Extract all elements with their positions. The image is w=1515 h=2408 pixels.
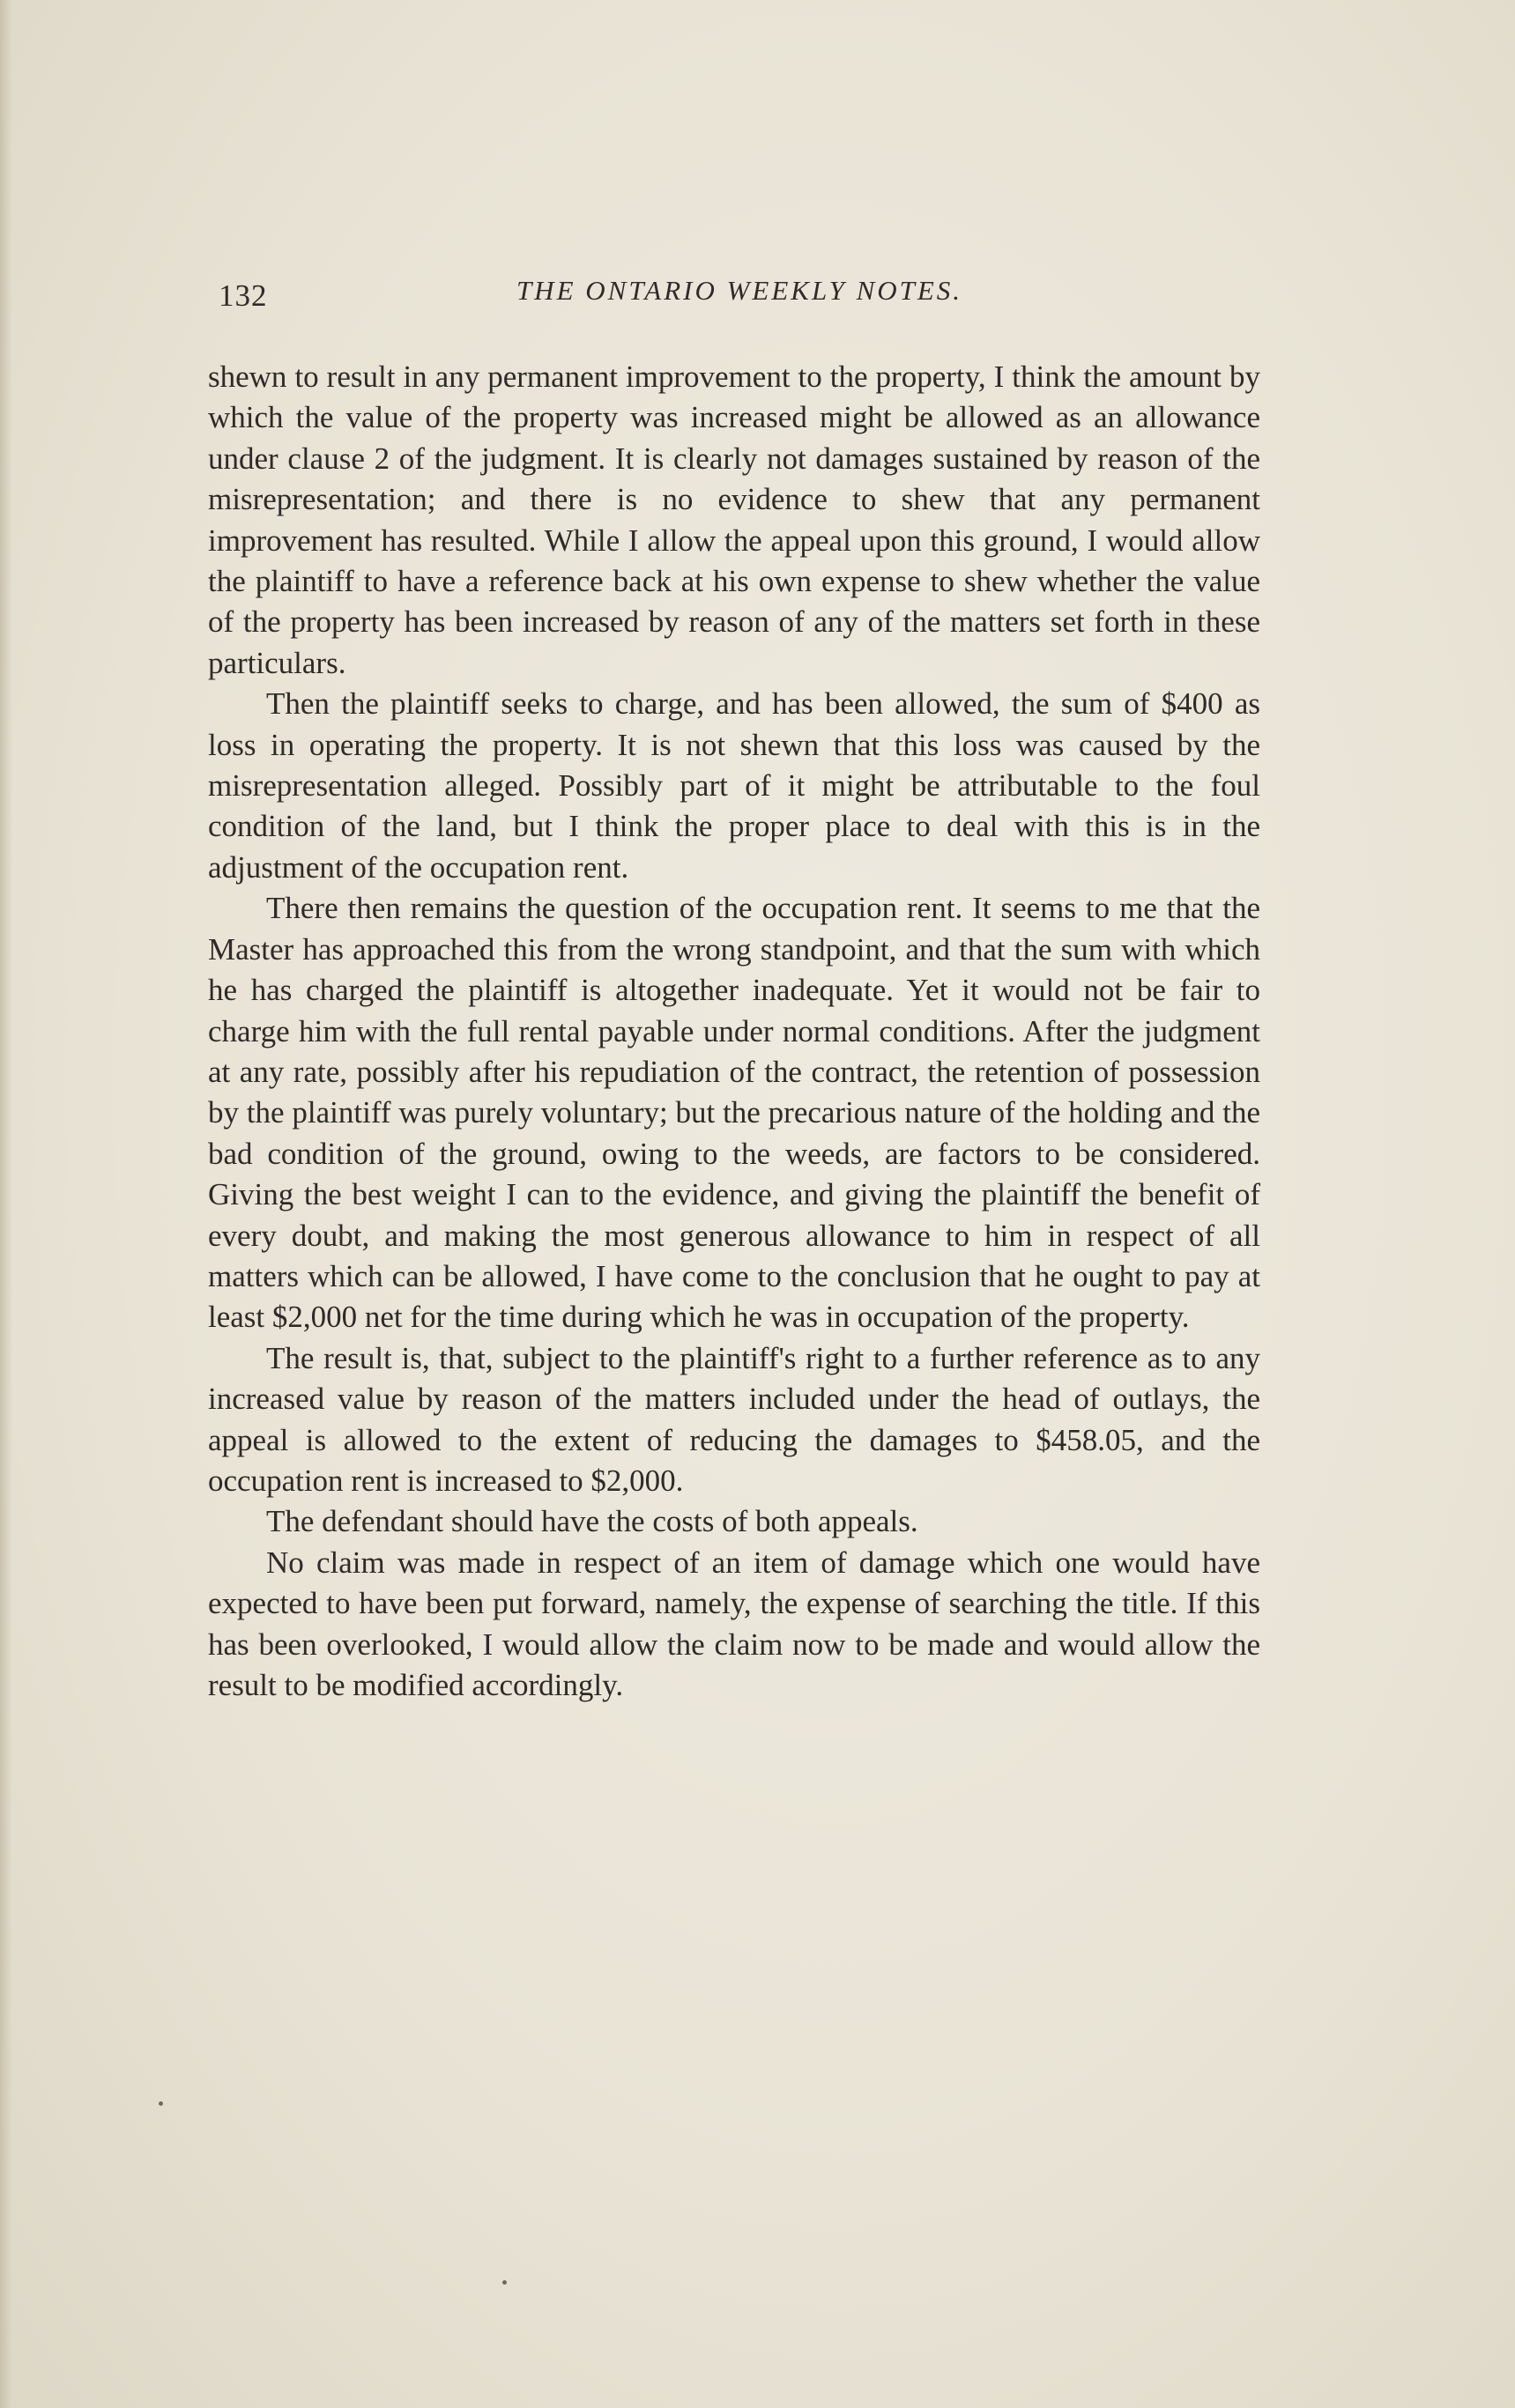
paragraph-operating-loss: Then the plaintiff seeks to charge, and has been allowed, the sum of $400 as loss in operating the property. It is not shewn that this loss was caused by the misrepresentation alleged. Possibly part of it might be attributable to the foul condition of the land, but I think the proper place to deal with this is in the adjustment of the occupation rent. <box>208 686 1260 885</box>
paragraph-occupation-rent: There then remains the question of the occupation rent. It seems to me that the Master has approached this from the wrong standpoint, and that the sum with which he has charged the plaintiff is altogether inadequate. Yet it would not be fair to charge him with the full rental payable under normal conditions. After the judgment at any rate, possibly after his repudiation of the contract, the retention of possession by the plaintiff was purely voluntary; but the precarious nature of the holding and the bad condition of the ground, owing to the weeds, are factors to be considered. Giving the best weight I can to the evidence, and giving the plaintiff the benefit of every doubt, and making the most generous allowance to him in respect of all matters which can be allowed, I have come to the conclusion that he ought to pay at least $2,000 net for the time during which he was in occupation of the property. <box>208 891 1260 1335</box>
page-number: 132 <box>219 278 268 313</box>
page-header <box>219 275 1260 328</box>
paper-speck <box>502 2280 507 2285</box>
paragraph-continued: shewn to result in any permanent improvement to the property, I think the amount by which the value of the property was increased might be allowed as an allowance under clause 2 of the judgment. It is clearly not damages sustained by reason of the misrepresentation; and there is no evidence to shew that any permanent improvement has resulted. While I allow the appeal upon this ground, I would allow the plaintiff to have a reference back at his own expense to shew whether the value of the property has been increased by reason of any of the matters set forth in these particulars. <box>208 359 1260 680</box>
running-title: THE ONTARIO WEEKLY NOTES. <box>516 275 963 306</box>
body-text <box>208 357 1260 1706</box>
paragraph-result: The result is, that, subject to the plaintiff's right to a further reference as to any increased value by reason of the matters included under the head of outlays, the appeal is allowed to the extent of reducing the damages to $458.05, and the occupation rent is increased to $2,000. <box>208 1340 1260 1498</box>
paragraph-title-search-claim: No claim was made in respect of an item of damage which one would have expected to have been put forward, namely, the expense of searching the title. If this has been overlooked, I would allow the claim now to be made and would allow the result to be modified accordingly. <box>208 1545 1260 1702</box>
paper-speck <box>159 2101 163 2106</box>
paragraph-costs: The defendant should have the costs of both appeals. <box>266 1504 918 1539</box>
